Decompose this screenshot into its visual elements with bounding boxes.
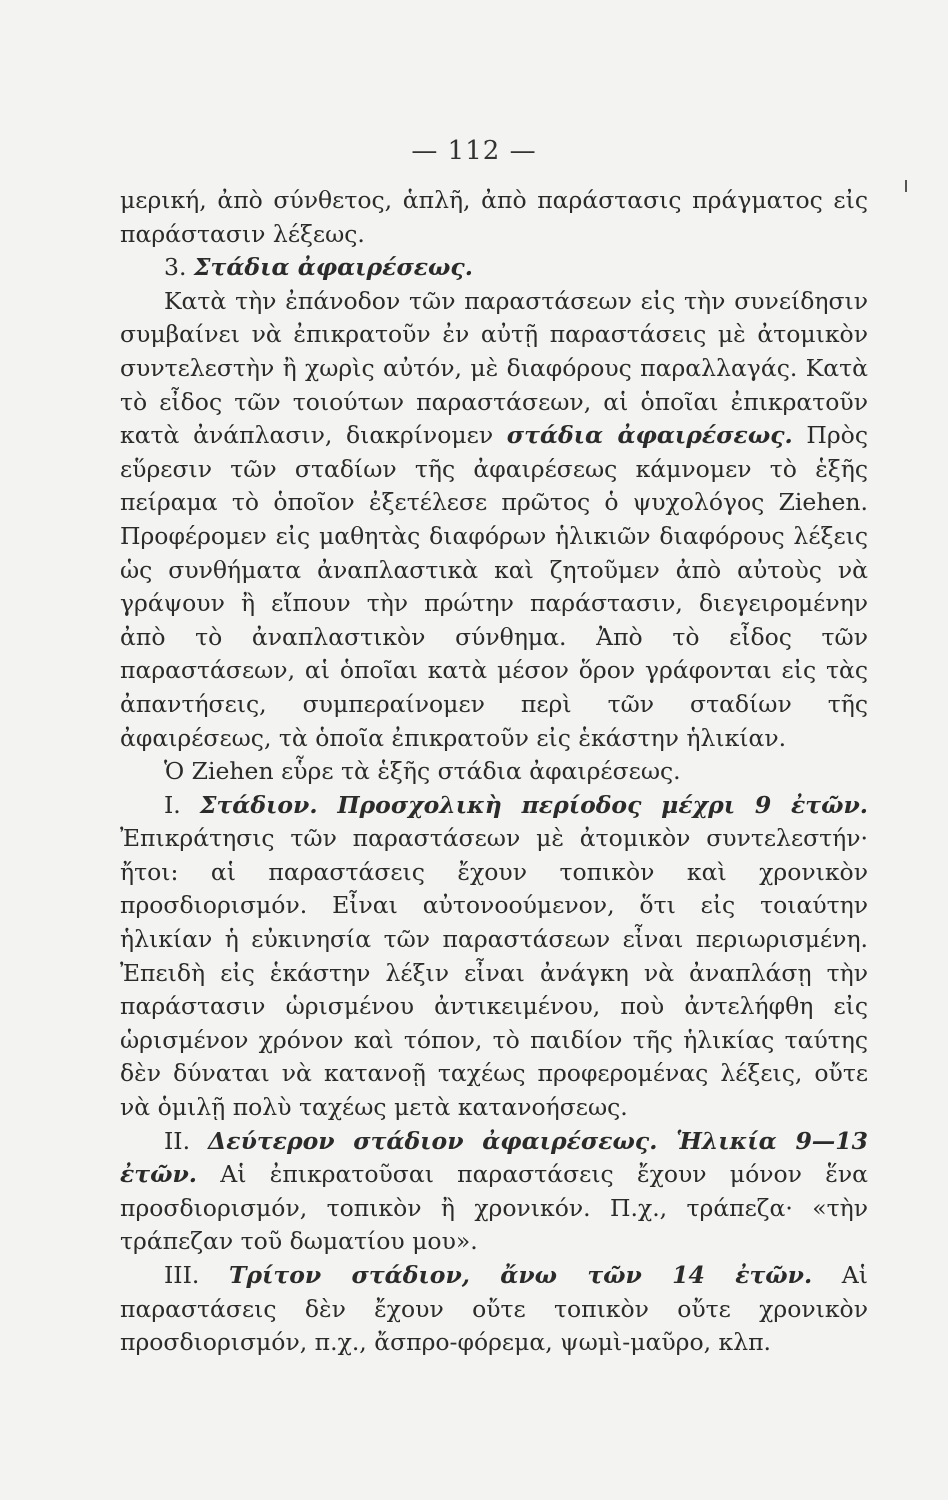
stage-1-number: I. [164, 790, 181, 819]
page-number: — 112 — [411, 136, 537, 166]
stage-1 [120, 789, 868, 1125]
ziehen-line [120, 755, 868, 789]
stage-3-text: Αἱ παραστάσεις δὲν ἔχουν οὔτε τοπικὸν οὔτε χρονικὸν προσδιορισμόν, π.χ., ἄσπρο-φόρεμα, ψωμὶ-μαῦρο, κλπ. [120, 1261, 868, 1357]
stage-2-title: Δεύτερον στάδιον ἀφαιρέσεως. Ἡλικία 9—13 ἐτῶν. [120, 1126, 868, 1189]
section-text-a: Κατὰ τὴν ἐπάνοδον τῶν παραστάσεων εἰς τὴν συνείδησιν συμβαίνει νὰ ἐπικρατοῦν ἐν αὐτῇ παραστάσεις μὲ ἀτομικὸν συντελεστὴν ἢ χωρὶς αὐτόν, μὲ διαφόρους παραλλαγάς. Κατὰ τὸ εἶδος τῶν τοιούτων παραστάσεων, αἱ ὁποῖαι ἐπικρατοῦν κατὰ ἀνάπλασιν, διακρίνομεν [120, 286, 868, 450]
section-heading [120, 251, 868, 285]
stage-1-text: Ἐπικράτησις τῶν παραστάσεων μὲ ἀτομικὸν συντελεστήν· ἤτοι: αἱ παραστάσεις ἔχουν τοπικὸν καὶ χρονικὸν προσδιορισμόν. Εἶναι αὐτονοούμενον, ὅτι εἰς τοιαύτην ἡλικίαν ἡ εὐκινησία τῶν παραστάσεων εἶναι περιωρισμένη. Ἐπειδὴ εἰς ἑκάστην λέξιν εἶναι ἀνάγκη νὰ ἀναπλάσῃ τὴν παράστασιν ὡρισμένου ἀντικειμένου, ποὺ ἀντελήφθη εἰς ὡρισμένον χρόνον καὶ τόπον, τὸ παιδίον τῆς ἡλικίας ταύτης δὲν δύναται νὰ κατανοῇ ταχέως προφερομένας λέξεις, οὔτε νὰ ὁμιλῇ πολὺ ταχέως μετὰ κατανοήσεως. [120, 824, 868, 1122]
section-paragraph [120, 285, 868, 755]
section-term: στάδια ἀφαιρέσεως. [506, 421, 793, 450]
stage-3-number: III. [164, 1261, 200, 1289]
paragraph-continuation [120, 184, 868, 251]
page-edge-mark [905, 180, 907, 192]
section-title: Στάδια ἀφαιρέσεως. [193, 253, 473, 282]
page-body [120, 184, 868, 1360]
continuation-text: μερική, ἀπὸ σύνθετος, ἁπλῆ, ἀπὸ παράστασις πράγματος εἰς παράστασιν λέξεως. [120, 186, 868, 248]
stage-2-text: Αἱ ἐπικρατοῦσαι παραστάσεις ἔχουν μόνον ἕνα προσδιορισμόν, τοπικὸν ἢ χρονικόν. Π.χ., τράπεζα· «τὴν τράπεζαν τοῦ δωματίου μου». [120, 1160, 868, 1256]
section-number: 3. [164, 253, 187, 282]
stage-3 [120, 1259, 868, 1360]
stage-2-number: II. [164, 1126, 191, 1155]
ziehen-text: Ὁ Ziehen εὗρε τὰ ἑξῆς στάδια ἀφαιρέσεως. [164, 757, 681, 786]
stage-3-title: Τρίτον στάδιον, ἄνω τῶν 14 ἐτῶν. [228, 1261, 813, 1289]
stage-2 [120, 1125, 868, 1259]
stage-1-title: Στάδιον. Προσχολικὴ περίοδος μέχρι 9 ἐτῶν. [199, 790, 868, 819]
section-text-b: Πρὸς εὕρεσιν τῶν σταδίων τῆς ἀφαιρέσεως κάμνομεν τὸ ἑξῆς πείραμα τὸ ὁποῖον ἐξετέλεσε πρῶτος ὁ ψυχολόγος Ziehen. Προφέρομεν εἰς μαθητὰς διαφόρων ἡλικιῶν διαφόρους λέξεις ὡς συνθήματα ἀναπλαστικὰ καὶ ζητοῦμεν ἀπὸ αὐτοὺς νὰ γράψουν ἢ εἴπουν τὴν πρώτην παράστασιν, διεγειρομένην ἀπὸ τὸ ἀναπλαστικὸν σύνθημα. Ἀπὸ τὸ εἶδος τῶν παραστάσεων, αἱ ὁποῖαι κατὰ μέσον ὅρον γράφονται εἰς τὰς ἀπαντήσεις, συμπεραίνομεν περὶ τῶν σταδίων τῆς ἀφαιρέσεως, τὰ ὁποῖα ἐπικρατοῦν εἰς ἑκάστην ἡλικίαν. [120, 421, 868, 752]
